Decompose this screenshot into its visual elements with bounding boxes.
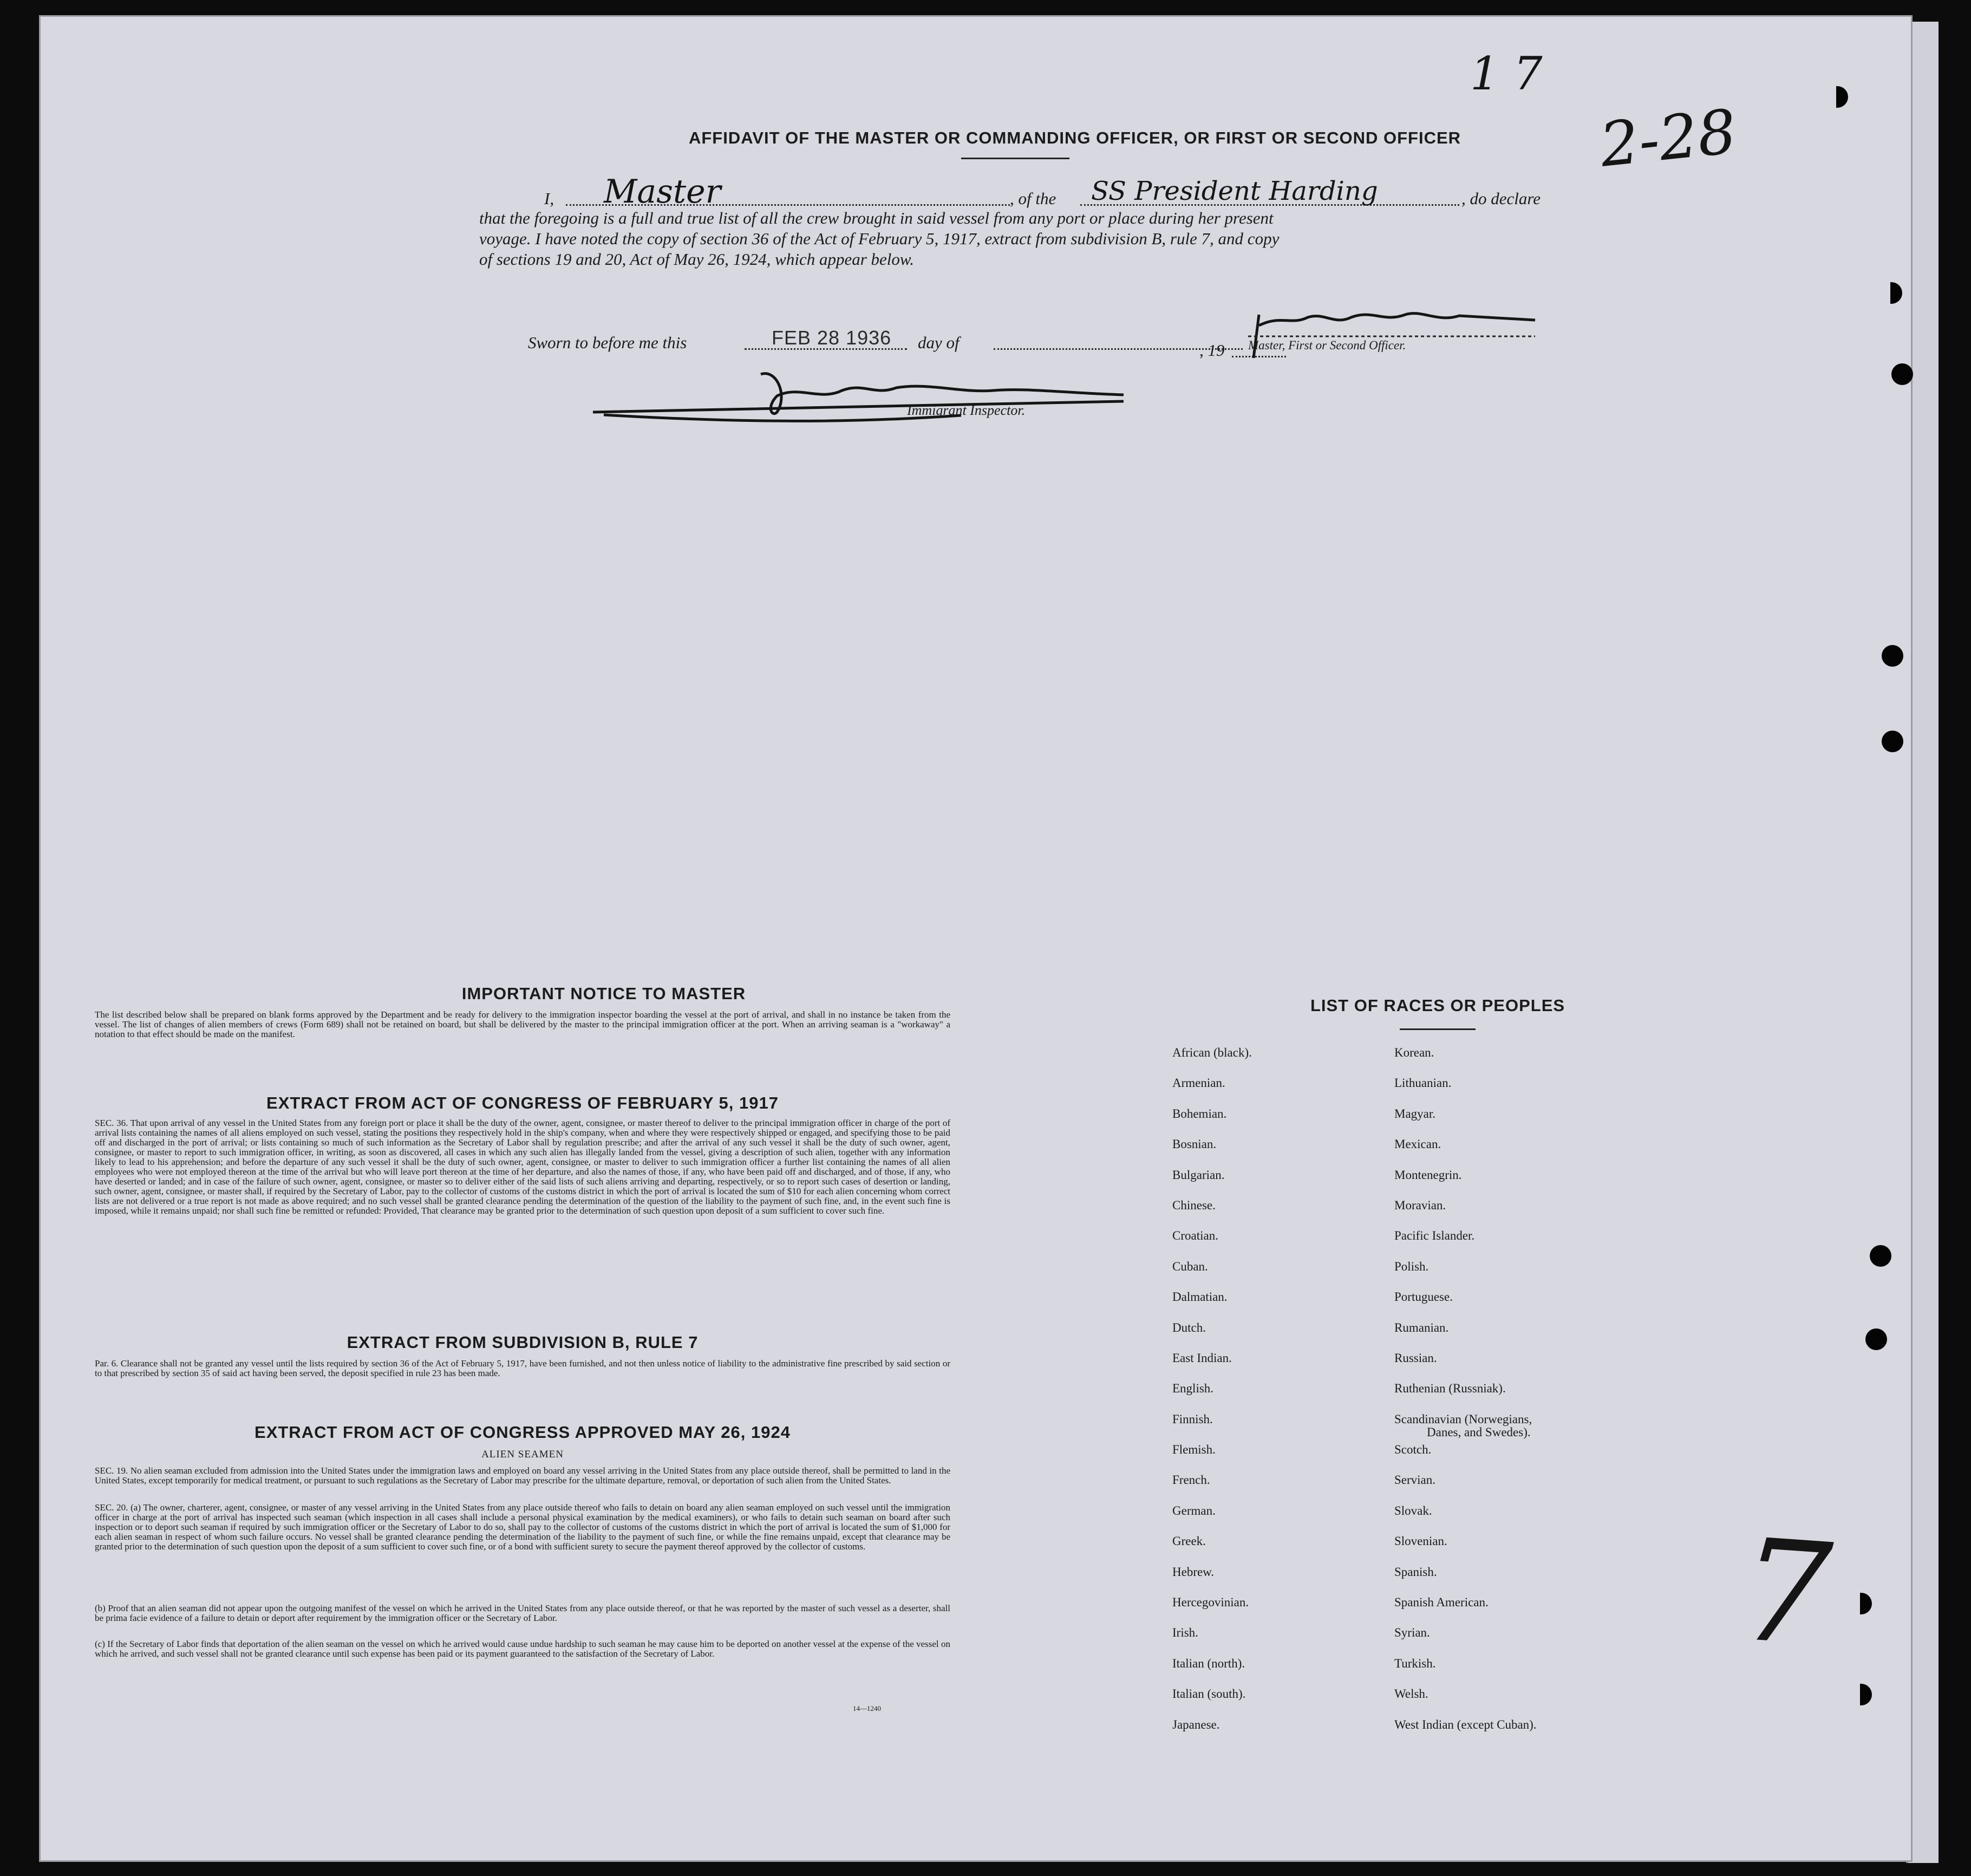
race-item: English. [1172, 1382, 1214, 1396]
race-item: Greek. [1172, 1534, 1206, 1548]
affidavit-line4: of sections 19 and 20, Act of May 26, 1924, which appear below. [479, 250, 915, 269]
race-item: Mexican. [1394, 1137, 1441, 1151]
race-item: Bohemian. [1172, 1106, 1227, 1121]
race-item: Chinese. [1172, 1198, 1216, 1212]
race-item: Hebrew. [1172, 1565, 1215, 1579]
race-item: Moravian. [1394, 1198, 1446, 1212]
race-item: Portuguese. [1394, 1290, 1453, 1304]
race-item: Finnish. [1172, 1412, 1213, 1426]
title-rule [961, 158, 1069, 159]
extract-1917-title: EXTRACT FROM ACT OF CONGRESS OF FEBRUARY 5, 1917 [266, 1093, 779, 1112]
race-item: Rumanian. [1394, 1320, 1449, 1334]
race-item: Irish. [1172, 1626, 1198, 1640]
extract-rule7-title: EXTRACT FROM SUBDIVISION B, RULE 7 [347, 1333, 699, 1352]
races-title-rule [1400, 1028, 1476, 1030]
sworn-prefix: Sworn to before me this [528, 333, 687, 352]
form-number: 14—1240 [853, 1704, 881, 1712]
page-number-annotation: 2-28 [1596, 96, 1740, 181]
race-item: French. [1172, 1473, 1210, 1487]
master-caption: Master, First or Second Officer. [1248, 338, 1406, 352]
race-item: Polish. [1394, 1259, 1429, 1273]
race-item: African (black). [1172, 1046, 1252, 1059]
master-signature [1243, 293, 1546, 363]
race-item: Slovenian. [1394, 1534, 1447, 1548]
extract-1917-text: SEC. 36. That upon arrival of any vessel in the United States from any foreign port or place it shall be the duty of the owner, agent, consignee, or master thereof to deliver to the principal immigration officer in charge of the port of arrival lists containing the names of all aliens employed on such vessel, stating the positions they respectively hold in the ship's company, when and where they were respectively shipped or engaged, and specifying those to be paid off and discharged in the port of arrival; or lists containing so much of such information as the Secretary of Labor shall by regulation prescribe; and after the arrival of any such vessel it shall be the duty of such owner, agent, consignee, or master to report to such immigration officer, in writing, as soon as discovered, all cases in which any such alien has illegally landed from the vessel, giving a description of such alien, together with any information likely to lead to his apprehension; and before the departure of any such vessel it shall be the duty of such owner, agent, consignee, or master to deliver to such immigration officer a further list containing the names of all alien employees who were not employed thereon at the time of the arrival but who will leave port thereon at the time of her departure, and also the names of those, if any, who have been paid off and discharged, and of those, if any, who have deserted or landed; and in case of the failure of such owner, agent, consignee, or master so to deliver either of the said lists of such aliens arriving and departing, respectively, or so to report such cases of desertion or landing, such owner, agent, consignee, or master shall, if required by the Secretary of Labor, pay to the collector of customs of the customs district in which the port of arrival is located the sum of $10 for each alien concerning whom correct lists are not delivered or a true report is not made as above required; and no such vessel shall be granted clearance pending the determination of the question of the liability to the payment of such fine, and, in the event such fine is imposed, while it remains unpaid; nor shall such fine be remitted or refunded: Provided, That clearance may be granted prior to the determination of such question upon deposit of a sum sufficient to cover such fine. [95, 1118, 950, 1216]
race-item [1394, 1412, 1537, 1443]
extract-1924-title: EXTRACT FROM ACT OF CONGRESS APPROVED MAY 26, 1924 [254, 1423, 791, 1442]
extract-rule7-text: Par. 6. Clearance shall not be granted any vessel until the lists required by section 36 of the Act of February 5, 1917, have been furnished, and not then unless notice of liability to the administrative fine prescribed by said section or to that prescribed by section 35 of said act having been served, the deposit specified in rule 23 has been made. [95, 1358, 950, 1378]
races-left-column [1172, 1046, 1252, 1748]
race-item: Croatian. [1172, 1229, 1218, 1243]
handwritten-master: Master [604, 173, 721, 211]
race-item: Spanish American. [1394, 1595, 1489, 1610]
manifest-sheet [39, 15, 1913, 1862]
affidavit-line1-prefix: I, [544, 189, 554, 208]
race-item: Magyar. [1394, 1106, 1436, 1121]
notice-title: IMPORTANT NOTICE TO MASTER [461, 984, 746, 1003]
race-item: Bulgarian. [1172, 1168, 1225, 1182]
race-item: Flemish. [1172, 1443, 1216, 1457]
punch-hole [1890, 282, 1902, 304]
inspector-signature [582, 363, 1156, 434]
race-item: Russian. [1394, 1351, 1437, 1365]
race-item-line1: Scandinavian (Norwegians, [1394, 1412, 1532, 1426]
side-handwritten-mark: 7 [1735, 1508, 1836, 1678]
race-item: Cuban. [1172, 1259, 1208, 1273]
race-item: Japanese. [1172, 1717, 1220, 1731]
affidavit-line1-suffix: , do declare [1461, 189, 1541, 208]
day-of-label: day of [918, 333, 960, 352]
date-stamp: FEB 28 1936 [772, 327, 892, 349]
race-item: Welsh. [1394, 1687, 1428, 1701]
race-item: Syrian. [1394, 1626, 1430, 1640]
race-item: Lithuanian. [1394, 1076, 1452, 1090]
races-title: LIST OF RACES OR PEOPLES [1310, 996, 1565, 1015]
race-item: Bosnian. [1172, 1137, 1217, 1151]
extract-1924-sec19: SEC. 19. No alien seaman excluded from admission into the United States under the immigration laws and employed on board any vessel arriving in the United States from any place outside thereof, shall be permitted to land in the United States, except temporarily for medical treatment, or pursuant to such regulations as the Secretary of Labor may prescribe for the ultimate departure, removal, or deportation of such alien from the United States. [95, 1465, 950, 1486]
race-item: Italian (north). [1172, 1656, 1245, 1670]
race-item: Dutch. [1172, 1320, 1206, 1334]
affidavit-line2: that the foregoing is a full and true list of all the crew brought in said vessel from any port or place during her present [479, 209, 1274, 227]
race-item: Armenian. [1172, 1076, 1225, 1090]
race-item: Turkish. [1394, 1656, 1436, 1670]
year-prefix: , 19 [1199, 341, 1225, 360]
punch-hole [1836, 86, 1848, 108]
race-item: Scotch. [1394, 1443, 1432, 1457]
race-item: Servian. [1394, 1473, 1436, 1487]
race-item: Montenegrin. [1394, 1168, 1462, 1182]
races-right-column [1394, 1046, 1537, 1748]
handwritten-vessel: SS President Harding [1091, 176, 1378, 206]
punch-hole [1891, 363, 1913, 385]
punch-hole [1882, 731, 1903, 752]
extract-1924-sec20b: (b) Proof that an alien seaman did not appear upon the outgoing manifest of the vessel on which he arrived in the United States from any place outside thereof, or that he was reported by the master of such vessel as a deserter, shall be prima facie evidence of a failure to detain or deport after requirement by the immigration officer or the Secretary of Labor. [95, 1603, 950, 1623]
notice-text: The list described below shall be prepared on blank forms approved by the Department and be ready for delivery to the immigration inspector boarding the vessel at the port of arrival, and shall in no instance be taken from the vessel. The list of changes of alien members of crews (Form 689) shall not be retained on board, but shall be delivered by the master to the principal immigration officer at the port. When an arriving seaman is a "workaway" a notation to that effect should be made on the manifest. [95, 1009, 950, 1039]
punch-hole [1870, 1245, 1891, 1267]
punch-hole [1860, 1684, 1872, 1705]
race-item-line2: Danes, and Swedes). [1427, 1425, 1531, 1439]
race-item: Ruthenian (Russniak). [1394, 1382, 1506, 1396]
race-item: Korean. [1394, 1046, 1434, 1059]
race-item: West Indian (except Cuban). [1394, 1717, 1537, 1731]
affidavit-line3: voyage. I have noted the copy of section 36 of the Act of February 5, 1917, extract from subdivision B, rule 7, and copy [479, 229, 1280, 248]
race-item: Spanish. [1394, 1565, 1437, 1579]
race-item: Dalmatian. [1172, 1290, 1228, 1304]
race-item: East Indian. [1172, 1351, 1232, 1365]
extract-1924-sec20a: SEC. 20. (a) The owner, charterer, agent, consignee, or master of any vessel arriving in the United States from any place outside thereof who fails to detain on board any alien seaman employed on such vessel until the immigration officer in charge at the port of arrival has inspected such seaman (which inspection in all cases shall include a personal physical examination by the medical examiners), or who fails to detain such seaman on board after such inspection or to deport such seaman if required by such immigration officer or the Secretary of Labor to do so, shall pay to the collector of customs of the customs district in which the port of arrival is located the sum of $1,000 for each alien seaman in respect of whom such failure occurs. No vessel shall be granted clearance pending the determination of the liability to the payment of such fine, or while the fine remains unpaid, except that clearance may be granted prior to the determination of such question upon the deposit of a sum sufficient to cover such fine, or of a bond with sufficient surety to secure the payment thereof approved by the collector of customs. [95, 1502, 950, 1552]
extract-1924-sec20c: (c) If the Secretary of Labor finds that deportation of the alien seaman on the vessel on which he arrived would cause undue hardship to such seaman he may cause him to be deported on another vessel at the expense of the vessel on which he arrived, and such vessel shall not be granted clearance until such expense has been paid or its payment guaranteed to the satisfaction of the Secretary of Labor. [95, 1639, 950, 1659]
punch-hole [1865, 1328, 1887, 1350]
race-item: Italian (south). [1172, 1687, 1246, 1701]
race-item: Pacific Islander. [1394, 1229, 1475, 1243]
affidavit-line1-mid: , of the [1010, 189, 1056, 208]
affidavit-title: AFFIDAVIT OF THE MASTER OR COMMANDING OFFICER, OR FIRST OR SECOND OFFICER [688, 128, 1461, 147]
race-item: German. [1172, 1503, 1216, 1517]
alien-seamen-subtitle: ALIEN SEAMEN [481, 1449, 564, 1460]
inspector-caption: Immigrant Inspector. [907, 402, 1026, 418]
punch-hole [1860, 1593, 1872, 1614]
punch-hole [1882, 645, 1903, 667]
top-handwritten-marks: 1 7 [1470, 47, 1543, 100]
race-item: Hercegovinian. [1172, 1595, 1249, 1610]
race-item: Slovak. [1394, 1503, 1432, 1517]
